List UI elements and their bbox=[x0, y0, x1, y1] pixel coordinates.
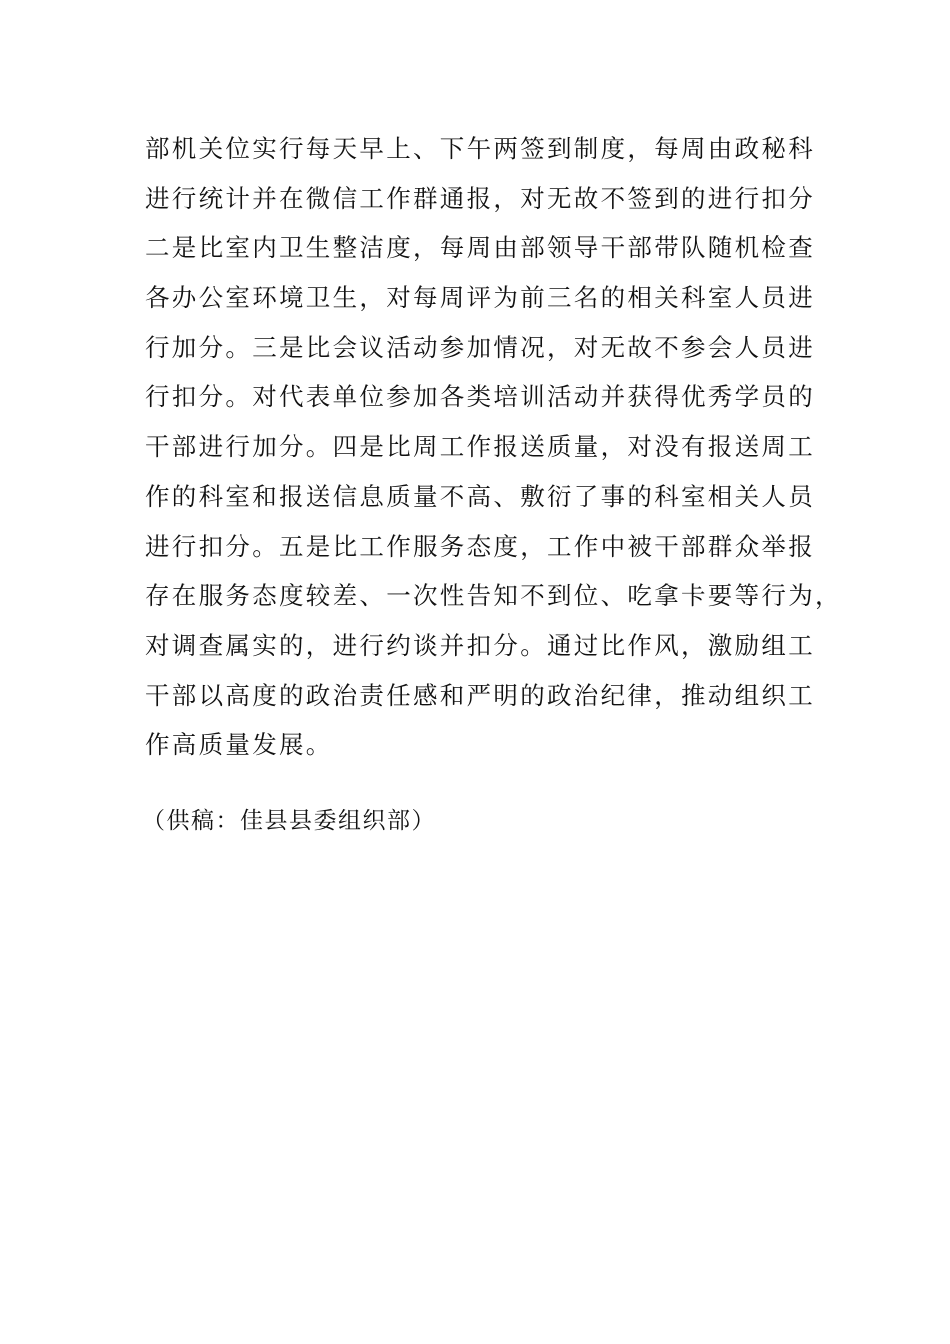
paragraph-line: 部机关位实行每天早上、下午两签到制度，每周由政秘科 bbox=[145, 134, 815, 163]
paragraph-line: 存在服务态度较差、一次性告知不到位、吃拿卡要等行为， bbox=[145, 581, 842, 611]
paragraph-line: 行扣分。对代表单位参加各类培训活动并获得优秀学员的 bbox=[145, 382, 815, 412]
paragraph-line: 对调查属实的，进行约谈并扣分。通过比作风，激励组工 bbox=[145, 630, 815, 660]
paragraph-line: 作的科室和报送信息质量不高、敷衍了事的科室相关人员 bbox=[145, 481, 815, 511]
paragraph-line: 行加分。三是比会议活动参加情况，对无故不参会人员进 bbox=[145, 332, 815, 362]
paragraph-line: 作高质量发展。 bbox=[145, 730, 333, 760]
paragraph-line: 二是比室内卫生整洁度，每周由部领导干部带队随机检查 bbox=[145, 233, 815, 263]
paragraph-line: 进行统计并在微信工作群通报，对无故不签到的进行扣分 bbox=[145, 183, 815, 213]
paragraph-line: 各办公室环境卫生，对每周评为前三名的相关科室人员进 bbox=[145, 283, 815, 313]
paragraph-line: 干部以高度的政治责任感和严明的政治纪律，推动组织工 bbox=[145, 680, 815, 710]
body-paragraph bbox=[145, 124, 842, 770]
source-credit: （供稿：佳县县委组织部） bbox=[142, 808, 436, 834]
paragraph-line: 干部进行加分。四是比周工作报送质量，对没有报送周工 bbox=[145, 432, 815, 462]
paragraph-line: 进行扣分。五是比工作服务态度，工作中被干部群众举报 bbox=[145, 531, 815, 561]
